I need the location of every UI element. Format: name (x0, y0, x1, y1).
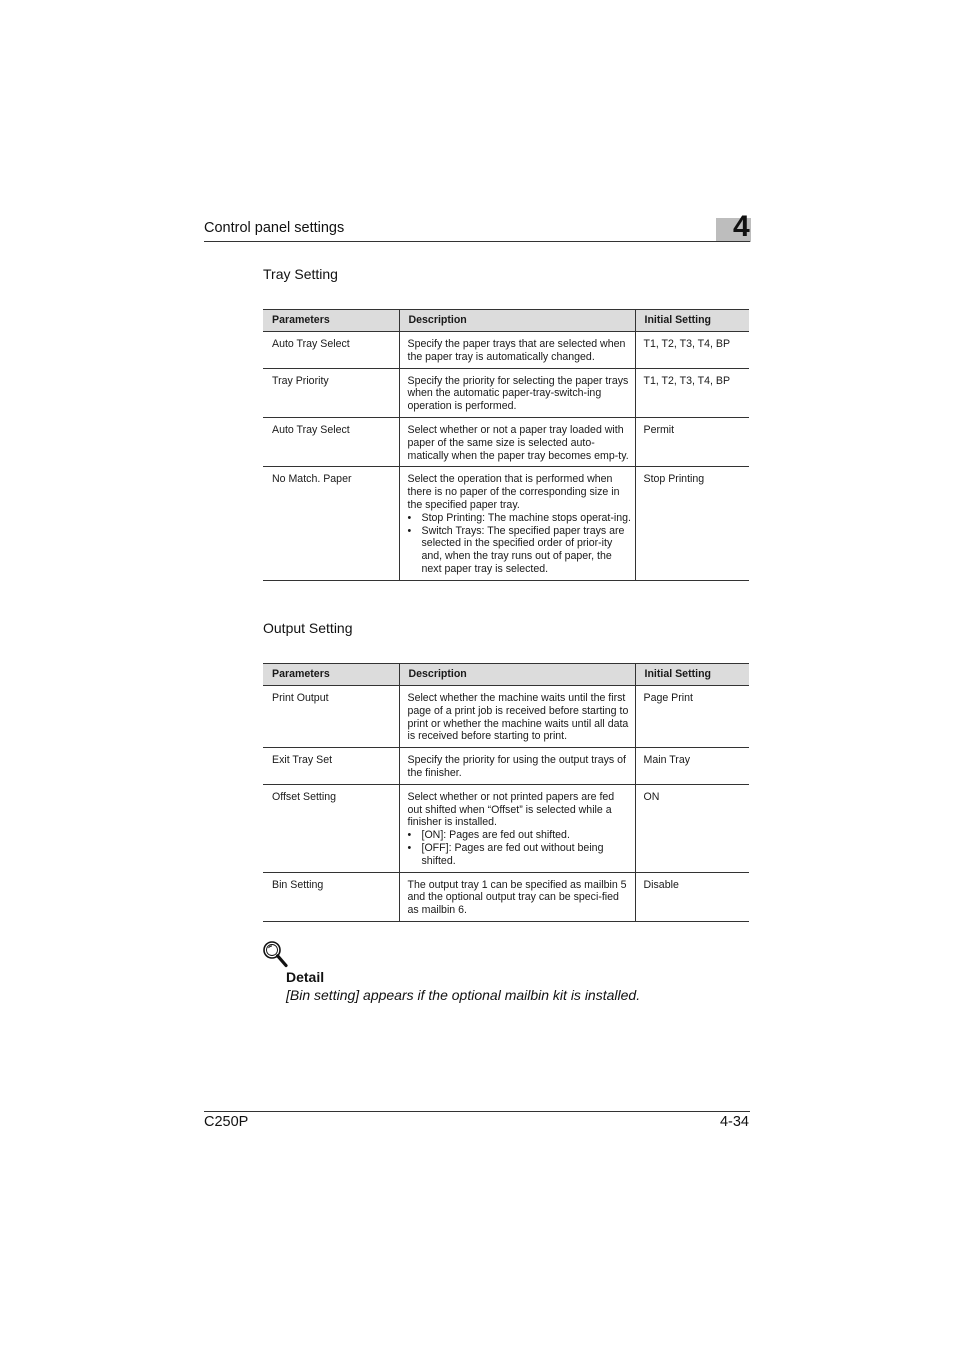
initial-setting-cell: T1, T2, T3, T4, BP (635, 368, 749, 417)
parameter-cell: Print Output (263, 686, 399, 748)
description-cell (399, 467, 635, 580)
initial-setting-cell: T1, T2, T3, T4, BP (635, 332, 749, 369)
initial-setting-cell: Stop Printing (635, 467, 749, 580)
table-row (263, 332, 749, 369)
table-row (263, 748, 749, 785)
initial-setting-cell: Main Tray (635, 748, 749, 785)
output-section-title: Output Setting (263, 620, 353, 636)
table-header-row (263, 310, 749, 332)
bullet-item: • [OFF]: Pages are fed out without being shifted. (408, 842, 632, 868)
description-bullets (408, 512, 632, 576)
initial-setting-cell: Permit (635, 417, 749, 466)
table-row (263, 467, 749, 580)
column-header-parameters: Parameters (263, 310, 399, 332)
initial-setting-cell: Disable (635, 872, 749, 921)
initial-setting-cell: Page Print (635, 686, 749, 748)
column-header-description: Description (399, 664, 635, 686)
parameter-cell: Auto Tray Select (263, 332, 399, 369)
description-cell: Specify the priority for selecting the paper trays when the automatic paper-tray-switch-ing operation is performed. (399, 368, 635, 417)
header-title: Control panel settings (204, 220, 345, 236)
description-cell: Specify the paper trays that are selected when the paper tray is automatically changed. (399, 332, 635, 369)
description-text: Select the operation that is performed when there is no paper of the corresponding size in the specified paper tray. (407, 473, 620, 511)
table-row (263, 686, 749, 748)
header-divider (204, 241, 750, 242)
detail-text: [Bin setting] appears if the optional mailbin kit is installed. (286, 987, 641, 1003)
parameter-cell: Offset Setting (263, 784, 399, 872)
parameter-cell: Tray Priority (263, 368, 399, 417)
description-cell (399, 784, 635, 872)
detail-label: Detail (286, 969, 325, 985)
output-setting-table (263, 663, 749, 922)
bullet-item: • Stop Printing: The machine stops operat-ing. (408, 512, 632, 525)
parameter-cell: No Match. Paper (263, 467, 399, 580)
tray-setting-table (263, 309, 749, 581)
table-row (263, 872, 749, 921)
description-cell: The output tray 1 can be specified as mailbin 5 and the optional output tray can be speci-fied as mailbin 6. (399, 872, 635, 921)
description-cell: Specify the priority for using the output trays of the finisher. (399, 748, 635, 785)
column-header-description: Description (399, 310, 635, 332)
footer-model: C250P (204, 1114, 249, 1130)
column-header-initial-setting: Initial Setting (635, 310, 749, 332)
column-header-initial-setting: Initial Setting (635, 664, 749, 686)
column-header-parameters: Parameters (263, 664, 399, 686)
table-row (263, 784, 749, 872)
bullet-item: • Switch Trays: The specified paper trays are selected in the specified order of prior-ity and, when the tray runs out of paper, the next paper tray is selected. (408, 525, 632, 576)
parameter-cell: Exit Tray Set (263, 748, 399, 785)
description-bullets (408, 829, 632, 867)
parameter-cell: Auto Tray Select (263, 417, 399, 466)
parameter-cell: Bin Setting (263, 872, 399, 921)
footer-divider (204, 1111, 750, 1112)
bullet-item: • [ON]: Pages are fed out shifted. (408, 829, 632, 842)
table-row (263, 368, 749, 417)
initial-setting-cell: ON (635, 784, 749, 872)
description-text: Select whether or not printed papers are fed out shifted when “Offset” is selected while a finisher is installed. (407, 790, 615, 829)
description-cell: Select whether the machine waits until the first page of a print job is received before starting to print or whether the machine waits until all data is received before starting to print. (399, 686, 635, 748)
description-cell: Select whether or not a paper tray loaded with paper of the same size is selected auto-matically when the paper tray becomes emp-ty. (399, 417, 635, 466)
chapter-number: 4 (733, 210, 750, 243)
table-header-row (263, 664, 749, 686)
magnifier-icon (262, 940, 288, 968)
tray-section-title: Tray Setting (263, 266, 338, 282)
footer-page-number: 4-34 (719, 1114, 749, 1130)
table-row (263, 417, 749, 466)
